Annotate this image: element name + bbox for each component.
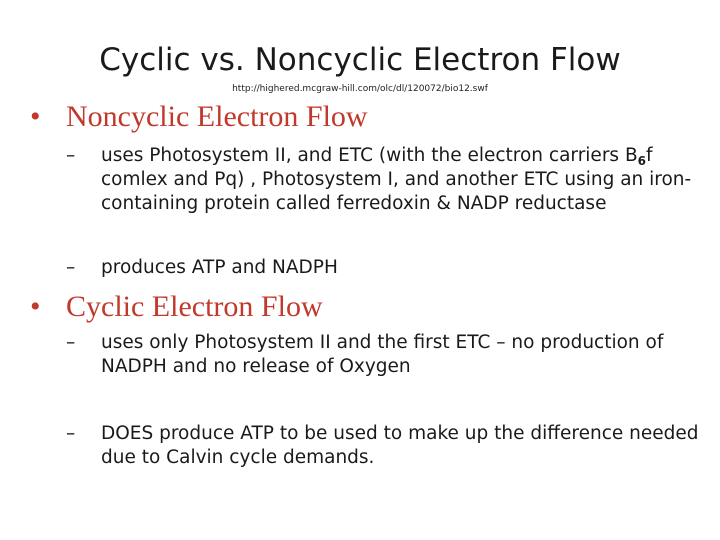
sub-point <box>66 331 706 379</box>
sub-point <box>66 144 706 216</box>
dash-marker: – <box>66 145 76 166</box>
sub-point-text: uses only Photosystem II and the first ETC – no production of NADPH and no release of Oxygen <box>101 332 664 377</box>
subscript: 6 <box>637 154 646 168</box>
text-part: uses Photosystem II, and ETC (with the electron carriers B <box>101 145 638 166</box>
dash-marker: – <box>66 257 76 278</box>
dash-marker: – <box>66 332 76 353</box>
bullet-marker: • <box>30 100 41 133</box>
sub-point-text <box>101 144 706 216</box>
sub-point-text: produces ATP and NADPH <box>101 257 338 278</box>
section-heading-noncyclic <box>30 100 710 134</box>
sub-point-text: DOES produce ATP to be used to make up the difference needed due to Calvin cycle demands. <box>101 423 699 468</box>
heading-text: Cyclic Electron Flow <box>66 290 323 323</box>
bullet-marker: • <box>30 290 41 323</box>
slide-title: Cyclic vs. Noncyclic Electron Flow <box>99 42 621 78</box>
section-heading-cyclic <box>30 290 710 324</box>
source-url: http://highered.mcgraw-hill.com/olc/dl/120072/bio12.swf <box>232 84 488 94</box>
sub-point <box>66 422 706 470</box>
text-part: f comlex and Pq) , Photosystem I, and another ETC using an iron-containing protein called ferredoxin & NADP reductase <box>101 145 692 214</box>
sub-point <box>66 256 706 280</box>
heading-text: Noncyclic Electron Flow <box>66 100 368 133</box>
dash-marker: – <box>66 423 76 444</box>
